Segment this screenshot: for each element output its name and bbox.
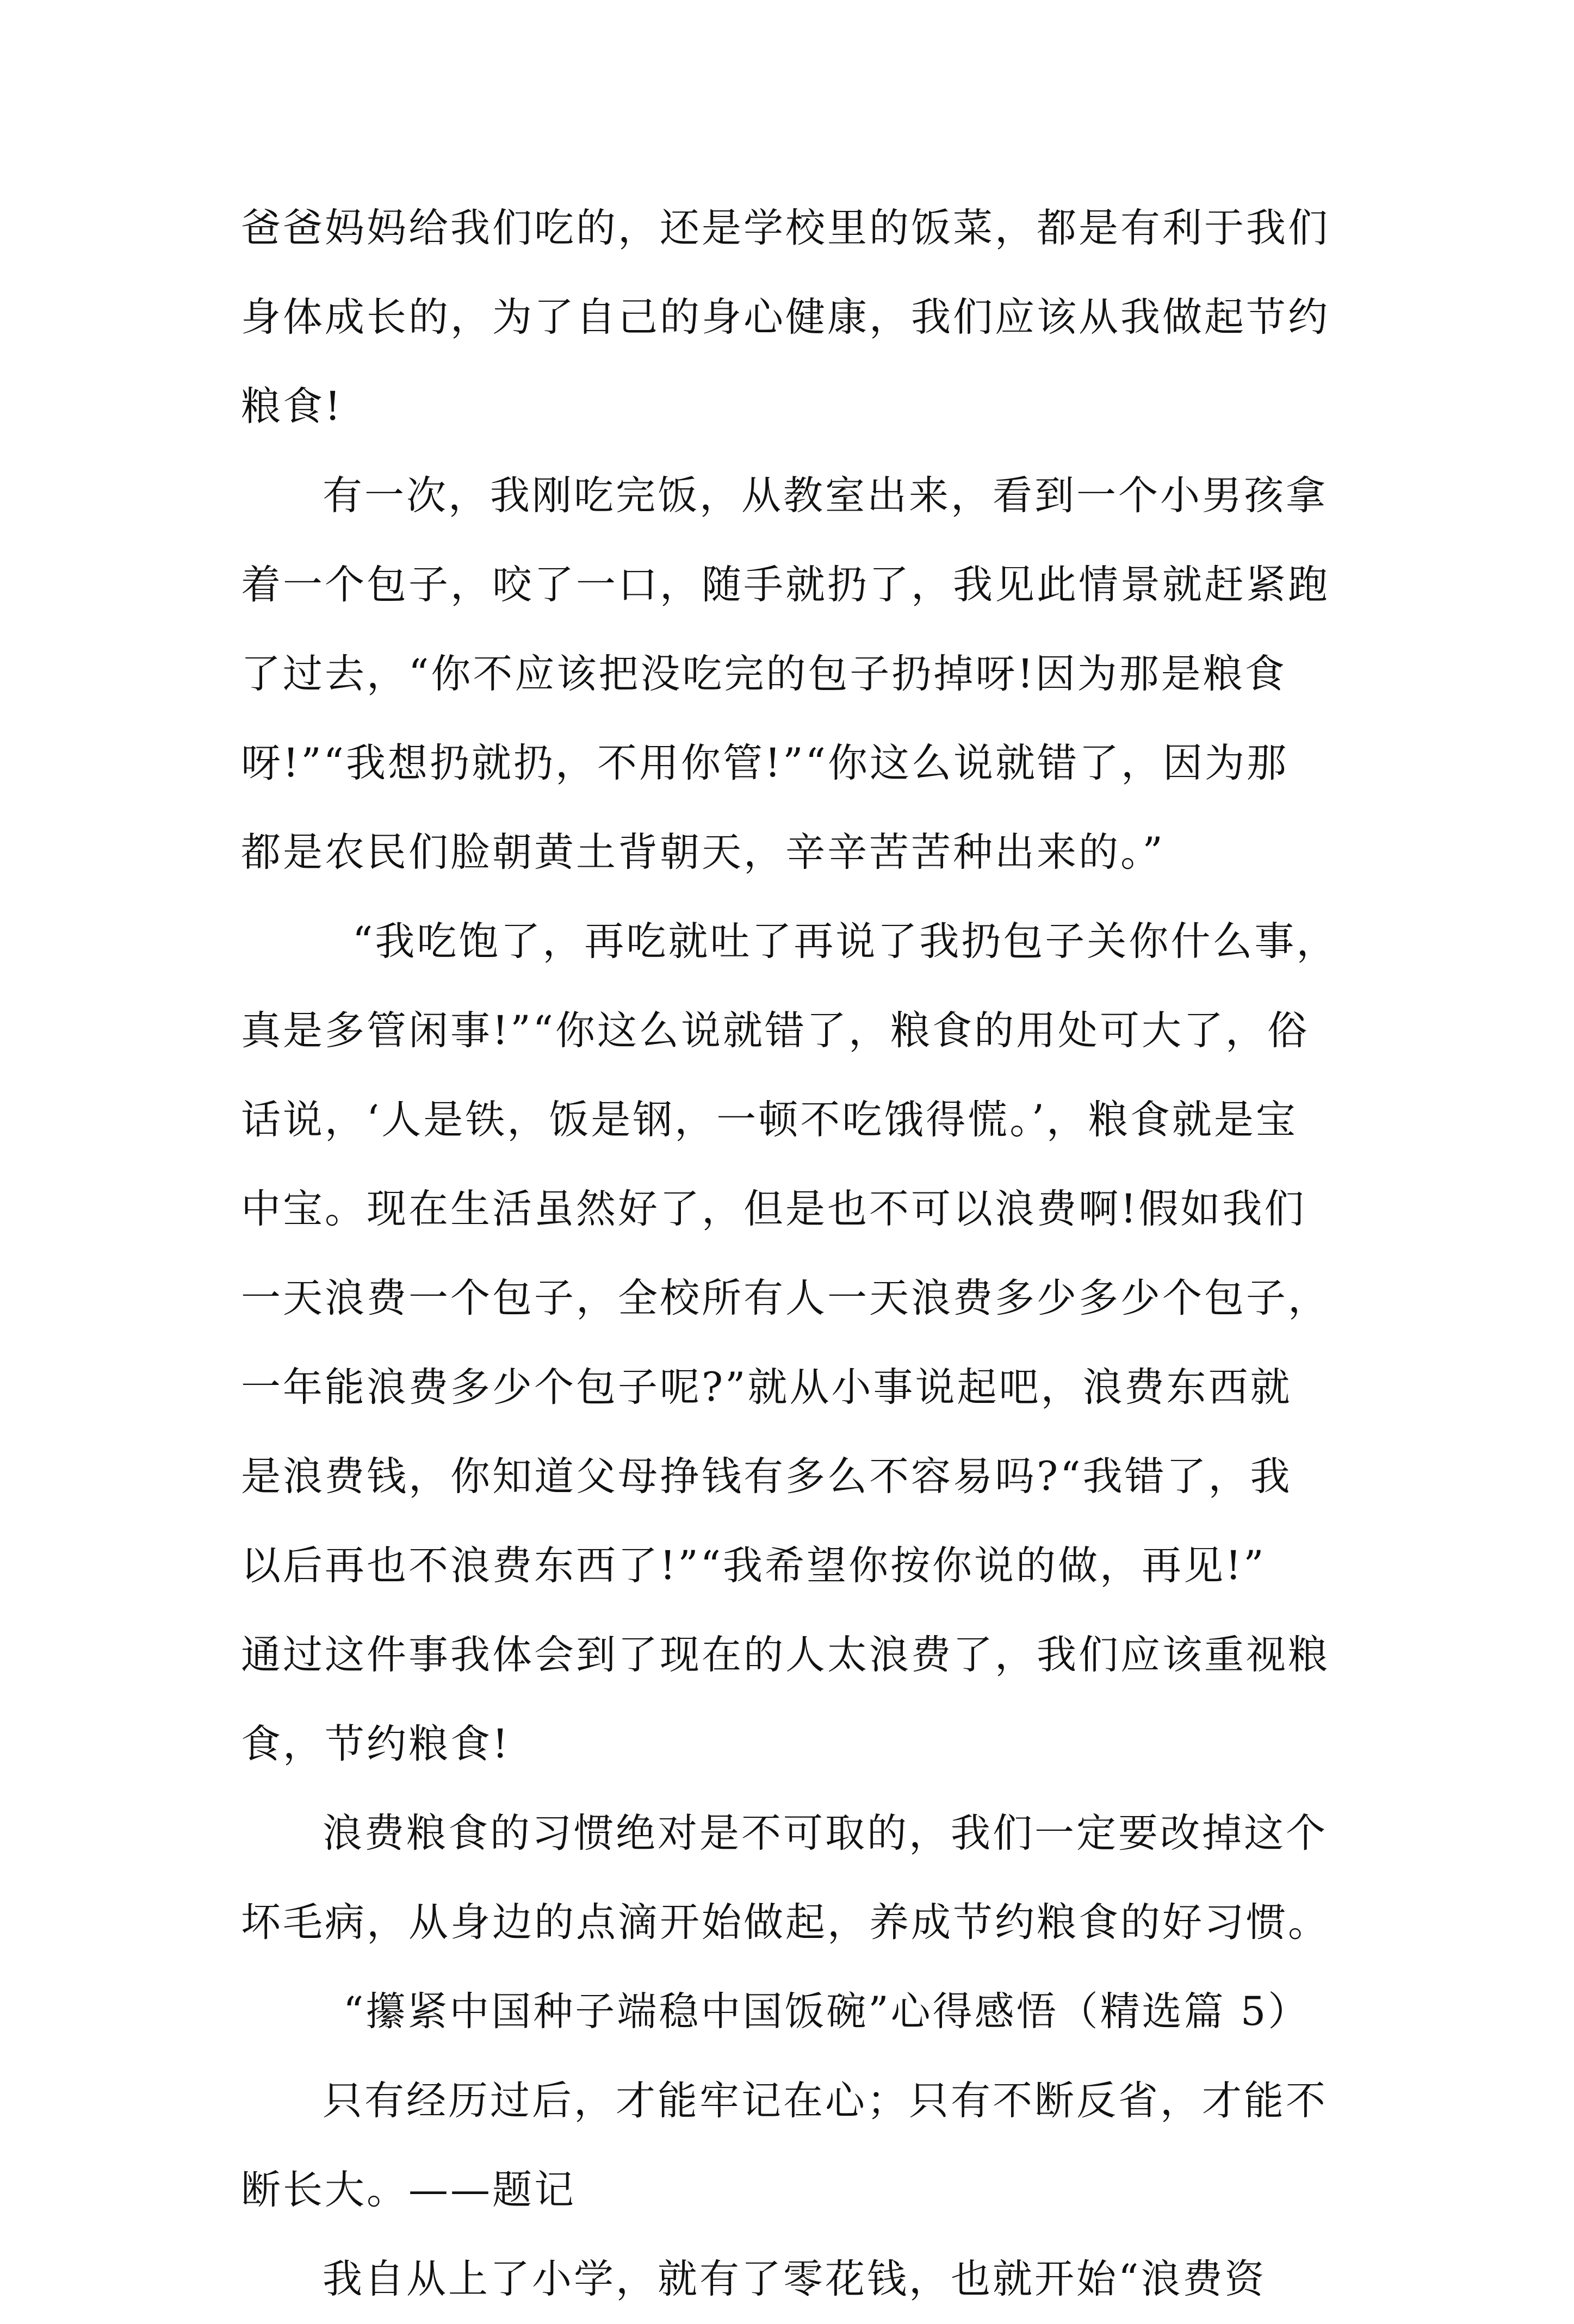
text-line: 着一个包子，咬了一口，随手就扔了，我见此情景就赶紧跑 (241, 562, 1330, 608)
text-line: 浪费粮食的习惯绝对是不可取的，我们一定要改掉这个 (323, 1810, 1328, 1856)
text-line: 一天浪费一个包子，全校所有人一天浪费多少多少个包子， (241, 1275, 1330, 1321)
text-line: 通过这件事我体会到了现在的人太浪费了，我们应该重视粮 (241, 1632, 1330, 1678)
text-line: 爸爸妈妈给我们吃的，还是学校里的饭菜，都是有利于我们 (241, 205, 1330, 251)
text-line: 话说，‘人是铁，饭是钢，一顿不吃饿得慌。’，粮食就是宝 (241, 1097, 1298, 1143)
text-line: 粮食! (241, 383, 343, 430)
text-line: 坏毛病，从身边的点滴开始做起，养成节约粮食的好习惯。 (241, 1899, 1330, 1946)
text-line: 以后再也不浪费东西了!”“我希望你按你说的做，再见!” (241, 1543, 1266, 1589)
text-line: 食，节约粮食! (241, 1721, 511, 1767)
text-line: 是浪费钱，你知道父母挣钱有多么不容易吗?“我错了，我 (241, 1453, 1292, 1500)
text-line: 断长大。——题记 (241, 2167, 576, 2213)
text-line: 身体成长的，为了自己的身心健康，我们应该从我做起节约 (241, 294, 1330, 340)
section-heading: “攥紧中国种子端稳中国饭碗”心得感悟（精选篇 5） (343, 1989, 1310, 2035)
text-line: 只有经历过后，才能牢记在心；只有不断反省，才能不 (323, 2078, 1328, 2124)
text-line: 了过去，“你不应该把没吃完的包子扔掉呀!因为那是粮食 (241, 651, 1287, 697)
text-line: 我自从上了小学，就有了零花钱，也就开始“浪费资 (323, 2256, 1267, 2302)
text-line: 中宝。现在生活虽然好了，但是也不可以浪费啊!假如我们 (241, 1186, 1306, 1232)
text-line: 一年能浪费多少个包子呢?”就从小事说起吧，浪费东西就 (241, 1364, 1292, 1410)
text-line: “我吃饱了，再吃就吐了再说了我扔包子关你什么事， (352, 918, 1338, 965)
text-line: 有一次，我刚吃完饭，从教室出来，看到一个小男孩拿 (323, 473, 1328, 519)
text-line: 真是多管闲事!”“你这么说就错了，粮食的用处可大了，俗 (241, 1008, 1309, 1054)
text-line: 呀!”“我想扔就扔，不用你管!”“你这么说就错了，因为那 (241, 740, 1288, 786)
text-line: 都是农民们脸朝黄土背朝天，辛辛苦苦种出来的。” (241, 829, 1165, 875)
body-text (241, 184, 1345, 2324)
